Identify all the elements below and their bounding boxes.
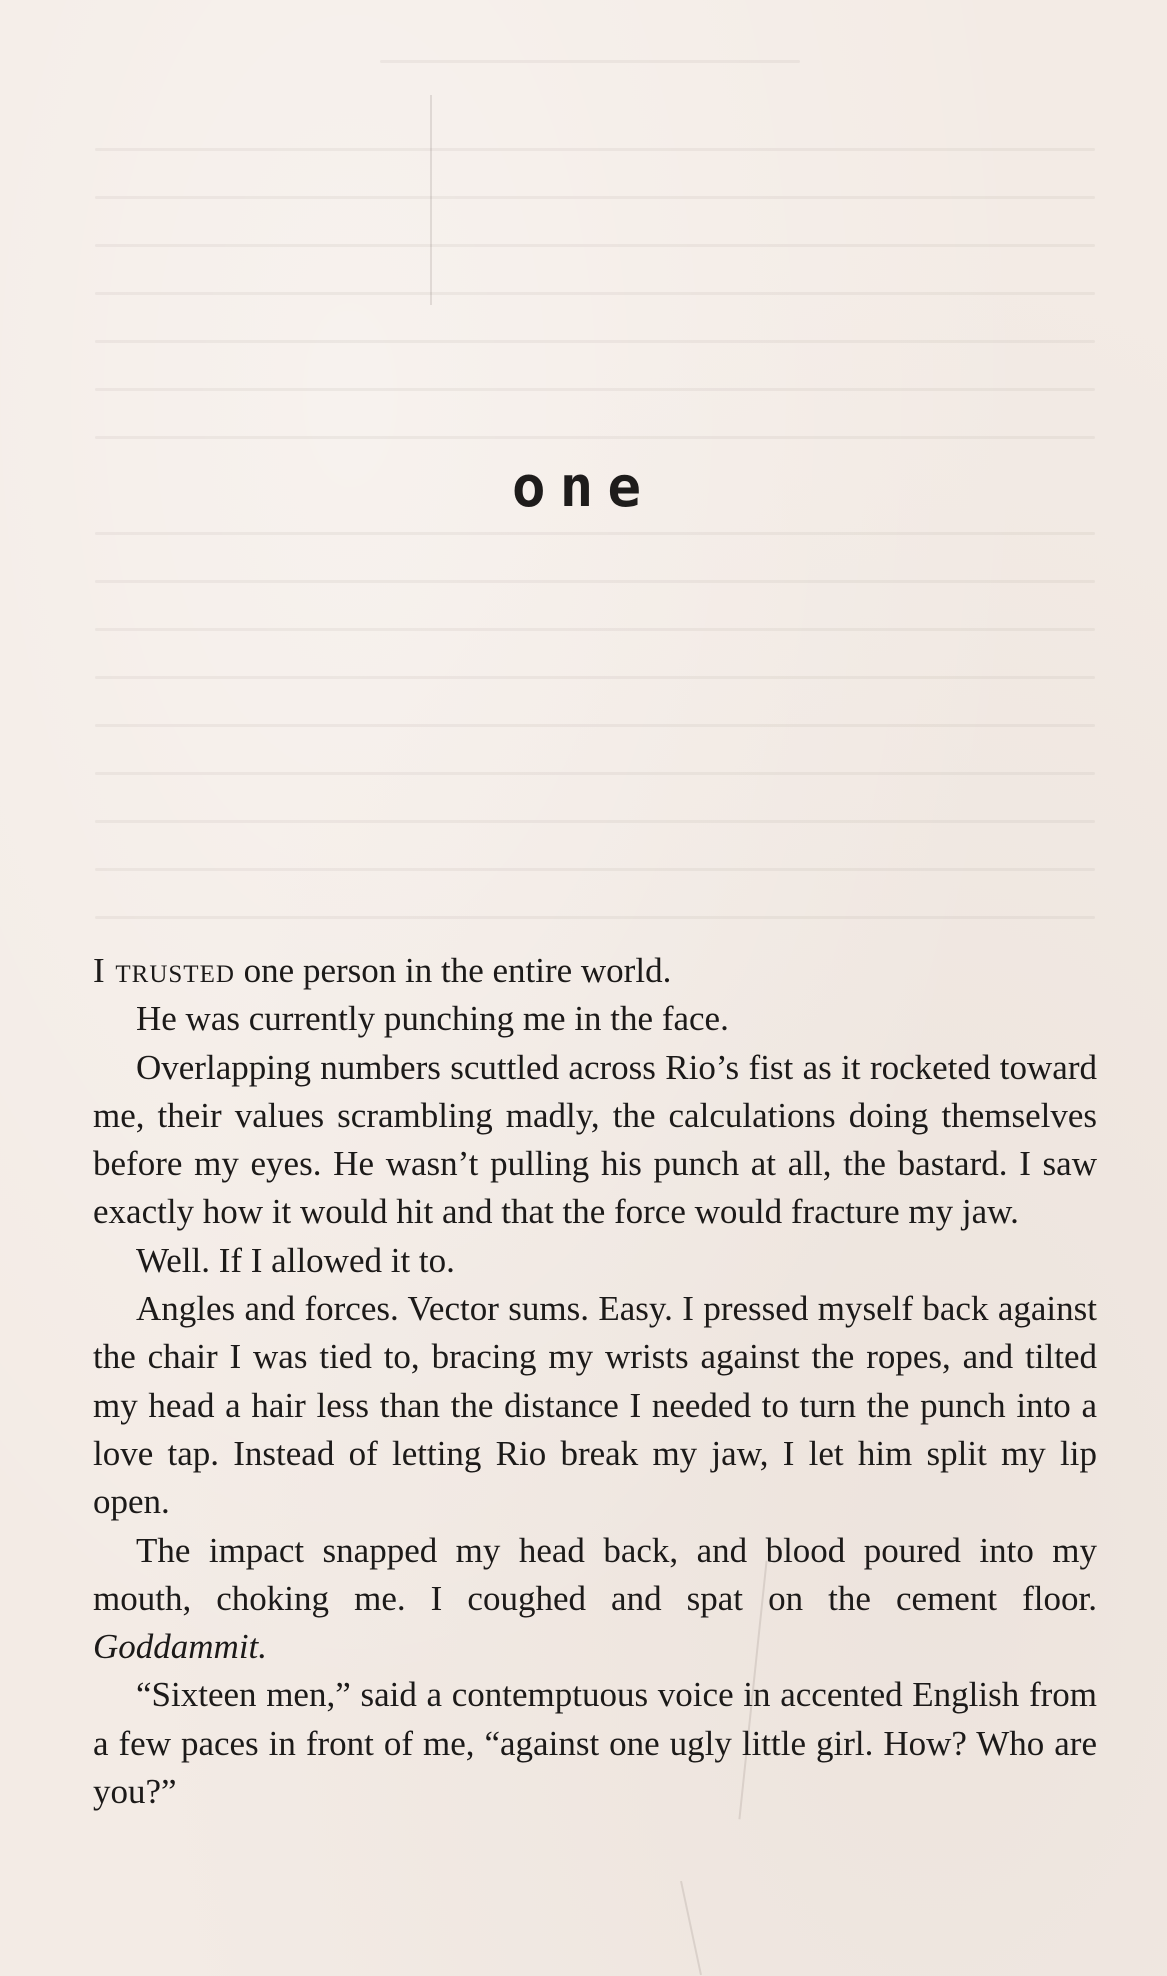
paragraph-3: Overlapping numbers scuttled across Rio’s fist as it rocketed toward me, their values scrambling madly, the calculations doing themselves before my eyes. He wasn’t pulling his punch at all, the bastard. I saw exactly how it would hit and that the force would fracture my jaw. [93,1047,1097,1232]
bleed-through-line [95,436,1095,439]
paragraph-6 [93,1527,1097,1672]
paper-crease [430,95,432,305]
bleed-through-line [95,388,1095,391]
bleed-through-line [95,628,1095,631]
bleed-through-line [95,868,1095,871]
bleed-through-line [95,292,1095,295]
bleed-through-line [380,60,800,63]
bleed-through-line [95,340,1095,343]
bleed-through-line [95,676,1095,679]
bleed-through-line [95,148,1095,151]
paragraph-7: “Sixteen men,” said a contemptuous voice in accented English from a few paces in front of me, “against one ugly little girl. How? Who are you?” [93,1675,1097,1812]
bleed-through-line [95,772,1095,775]
paragraph-2: He was currently punching me in the face. [136,999,729,1039]
paragraph-text: one person in the entire world. [234,951,672,990]
bleed-through-line [95,580,1095,583]
bleed-through-line [95,244,1095,247]
paper-crease [680,1881,702,1975]
bleed-through-line [95,196,1095,199]
paragraph-4: Well. If I allowed it to. [136,1240,455,1280]
bleed-through-line [95,820,1095,823]
bleed-through-line [95,724,1095,727]
paragraph-lead-in: I trusted [93,951,235,990]
paragraph-5: Angles and forces. Vector sums. Easy. I pressed myself back against the chair I was tied to, bracing my wrists against the ropes, and tilted my head a hair less than the distance I needed to turn the punch into a love tap. Instead of letting Rio break my jaw, I let him split my lip open. [93,1289,1097,1522]
chapter-body [93,947,1097,1816]
paragraph-1 [93,947,1097,995]
bleed-through-line [95,532,1095,535]
chapter-title: one [511,455,656,520]
bleed-through-line [95,916,1095,919]
paragraph-italic-text: Goddammit. [93,1627,268,1667]
paragraph-text: The impact snapped my head back, and blood poured into my mouth, choking me. I coughed and spat on the cement floor. [93,1530,1097,1618]
